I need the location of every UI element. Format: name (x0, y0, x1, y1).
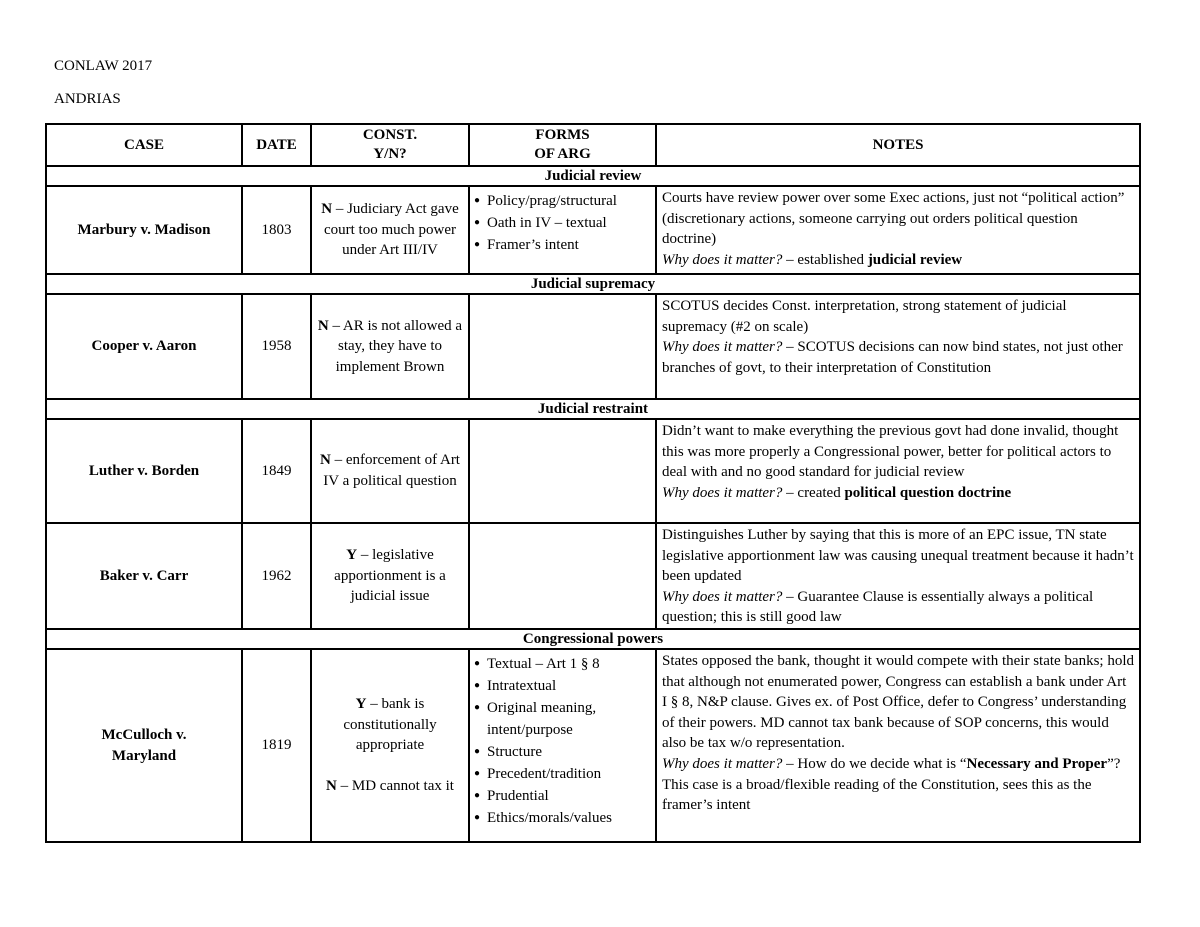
section-row (46, 629, 1140, 649)
forms-cell (469, 419, 656, 523)
table-row (46, 649, 1140, 842)
table-row (46, 294, 1140, 399)
case-name: Marbury v. Madison (46, 186, 242, 274)
list-item: ● Oath in IV – textual (474, 212, 651, 234)
case-name: Luther v. Borden (46, 419, 242, 523)
const-cell: N – Judiciary Act gave court too much power under Art III/IV (311, 186, 469, 274)
table-row (46, 523, 1140, 629)
notes-cell: Distinguishes Luther by saying that this is more of an EPC issue, TN state legislative apportionment law was causing unequal treatment because it hadn’t been updated Why does it matter? – Guarantee Clause is essentially always a political question; this is still good law (656, 523, 1140, 629)
forms-cell (469, 294, 656, 399)
header-row (46, 124, 1140, 166)
section-judicial-review: Judicial review (46, 166, 1140, 186)
section-judicial-supremacy: Judicial supremacy (46, 274, 1140, 294)
case-name: Baker v. Carr (46, 523, 242, 629)
case-date: 1849 (242, 419, 311, 523)
case-name: Cooper v. Aaron (46, 294, 242, 399)
case-date: 1803 (242, 186, 311, 274)
doc-course-title: CONLAW 2017 (54, 58, 153, 74)
table-row (46, 419, 1140, 523)
section-congressional-powers: Congressional powers (46, 629, 1140, 649)
forms-cell (469, 186, 656, 274)
list-item: ● Ethics/morals/values (474, 807, 651, 829)
list-item: ● Prudential (474, 785, 651, 807)
forms-cell (469, 649, 656, 842)
list-item: ● Original meaning, intent/purpose (474, 697, 651, 741)
section-judicial-restraint: Judicial restraint (46, 399, 1140, 419)
col-notes-header: NOTES (656, 124, 1140, 166)
const-cell: N – enforcement of Art IV a political question (311, 419, 469, 523)
list-item: ● Precedent/tradition (474, 763, 651, 785)
notes-cell: SCOTUS decides Const. interpretation, strong statement of judicial supremacy (#2 on scale) Why does it matter? – SCOTUS decisions can now bind states, not just other branches of govt, to their interpretation of Constitution (656, 294, 1140, 399)
section-row (46, 399, 1140, 419)
forms-cell (469, 523, 656, 629)
col-date-header: DATE (242, 124, 311, 166)
section-row (46, 166, 1140, 186)
list-item: ● Framer’s intent (474, 234, 651, 256)
col-const-header: CONST. Y/N? (311, 124, 469, 166)
case-date: 1962 (242, 523, 311, 629)
case-date: 1958 (242, 294, 311, 399)
list-item: ● Intratextual (474, 675, 651, 697)
section-row (46, 274, 1140, 294)
doc-professor-name: ANDRIAS (54, 91, 121, 107)
notes-cell: Didn’t want to make everything the previous govt had done invalid, thought this was more properly a Congressional power, better for political actors to deal with and no good standard for judicial review Why does it matter? – created political question doctrine (656, 419, 1140, 523)
notes-cell: Courts have review power over some Exec actions, just not “political action” (discretionary actions, someone carrying out orders political question doctrine) Why does it matter? – established judicial review (656, 186, 1140, 274)
case-table (45, 123, 1141, 843)
case-name: McCulloch v. Maryland (46, 649, 242, 842)
col-forms-header: FORMS OF ARG (469, 124, 656, 166)
col-case-header: CASE (46, 124, 242, 166)
list-item: ● Policy/prag/structural (474, 190, 651, 212)
table-row (46, 186, 1140, 274)
case-date: 1819 (242, 649, 311, 842)
list-item: ● Textual – Art 1 § 8 (474, 653, 651, 675)
list-item: ● Structure (474, 741, 651, 763)
const-cell: N – AR is not allowed a stay, they have to implement Brown (311, 294, 469, 399)
const-cell: Y – bank is constitutionally appropriate N – MD cannot tax it (311, 649, 469, 842)
notes-cell: States opposed the bank, thought it would compete with their state banks; hold that although not enumerated power, Congress can establish a bank under Art I § 8, N&P clause. Gives ex. of Post Office, defer to Congress’ understanding of their powers. MD cannot tax bank because of SOP concerns, this would also be tax w/o representation. Why does it matter? – How do we decide what is “Necessary and Proper”? This case is a broad/flexible reading of the Constitution, sees this as the framer’s intent (656, 649, 1140, 842)
const-cell: Y – legislative apportionment is a judicial issue (311, 523, 469, 629)
